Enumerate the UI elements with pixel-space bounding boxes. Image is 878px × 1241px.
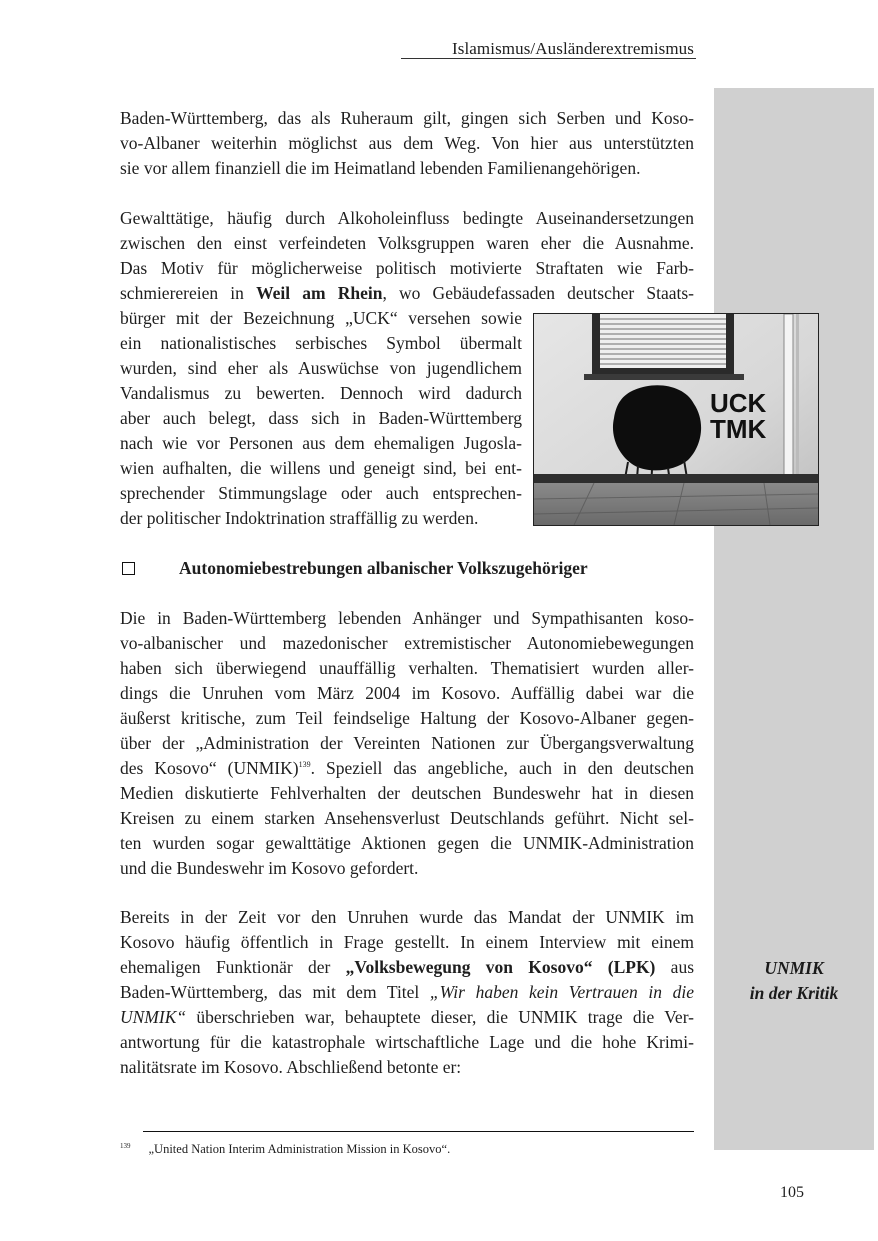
text-line — [120, 955, 694, 980]
text-line: nach wie vor Personen aus dem ehemaligen Jugosla- — [120, 433, 522, 453]
text-line: nalitätsrate im Kosovo. Abschließend betonte er: — [120, 1057, 462, 1077]
footnote — [120, 1137, 694, 1158]
text-line: Gewalttätige, häufig durch Alkoholeinfluss bedingte Auseinandersetzungen — [120, 208, 694, 228]
text-run: . Speziell das angebliche, auch in den deutschen — [310, 758, 694, 778]
footnote-rule — [143, 1131, 694, 1132]
paragraph-3 — [120, 606, 694, 881]
running-header: Islamismus/Ausländerextremismus — [451, 39, 694, 58]
text-line — [120, 1005, 694, 1030]
text-run: überschrieben war, behauptete dieser, die UNMIK trage die Ver- — [186, 1007, 694, 1027]
footnote-ref: 139 — [298, 760, 311, 770]
checkbox-bullet-icon — [122, 562, 135, 575]
text-line: Die in Baden-Württemberg lebenden Anhänger und Sympathisanten koso- — [120, 608, 694, 628]
text-line: vo-Albaner weiterhin möglichst aus dem Weg. Von hier aus unterstützten — [120, 133, 694, 153]
text-line: Kosovo häufig öffentlich in Frage gestellt. In einem Interview mit einem — [120, 932, 694, 952]
text-line: Das Motiv für möglicherweise politisch motivierte Straftaten wie Farb- — [120, 258, 694, 278]
text-line: ten wurden sogar gewalttätige Aktionen gegen die UNMIK-Administration — [120, 833, 694, 853]
text-line: Vandalismus zu bewerten. Dennoch wird dadurch — [120, 383, 522, 403]
text-line: zwischen den einst verfeindeten Volksgruppen waren eher die Ausnahme. — [120, 233, 694, 253]
graffiti-photo — [533, 313, 819, 526]
text-run: ehemaligen Funktionär der — [120, 957, 346, 977]
text-run: aus — [655, 957, 695, 977]
text-line: Bereits in der Zeit vor den Unruhen wurde das Mandat der UNMIK im — [120, 907, 694, 927]
interview-title: UNMIK“ — [120, 1007, 187, 1027]
text-line — [120, 281, 694, 306]
text-run: Baden-Württemberg, das mit dem Titel — [120, 982, 430, 1002]
paragraph-4 — [120, 905, 694, 1080]
paragraph-2 — [120, 206, 694, 306]
margin-note — [714, 956, 874, 1006]
text-line: ein nationalistisches serbisches Symbol übermalt — [120, 333, 522, 353]
text-line: der politischer Indoktrination straffällig zu werden. — [120, 508, 479, 528]
text-line: antwortung für die katastrophale wirtschaftliche Lage und die hohe Krimi- — [120, 1032, 694, 1052]
text-line — [120, 756, 694, 781]
text-line: dings die Unruhen vom März 2004 im Kosovo. Auffällig dabei war die — [120, 683, 694, 703]
text-line: aber auch belegt, dass sich in Baden-Württemberg — [120, 408, 522, 428]
text-run: des Kosovo“ (UNMIK) — [120, 758, 299, 778]
margin-note-line: in der Kritik — [749, 983, 839, 1003]
text-run: schmierereien in — [120, 283, 257, 303]
text-run: , wo Gebäudefassaden deutscher Staats- — [382, 283, 694, 303]
footnote-number: 139 — [120, 1142, 131, 1150]
text-line — [120, 980, 694, 1005]
text-line: und die Bundeswehr im Kosovo gefordert. — [120, 858, 419, 878]
place-name: Weil am Rhein — [256, 283, 383, 303]
text-line: sie vor allem finanziell die im Heimatland lebenden Familienangehörigen. — [120, 158, 641, 178]
text-line: haben sich überwiegend unauffällig verhalten. Thematisiert wurden aller- — [120, 658, 694, 678]
graffiti-text: TMK — [710, 414, 767, 444]
text-line: Baden-Württemberg, das als Ruheraum gilt, gingen sich Serben und Koso- — [120, 108, 694, 128]
text-line: wien aufhalten, die willens und geneigt sind, bei ent- — [120, 458, 522, 478]
text-line: äußerst kritische, zum Teil feindselige Haltung der Kosovo-Albaner gegen- — [120, 708, 694, 728]
paragraph-1 — [120, 106, 694, 181]
footnote-text: „United Nation Interim Administration Mission in Kosovo“. — [148, 1142, 451, 1157]
paragraph-2-wrapped — [120, 306, 522, 531]
text-line: bürger mit der Bezeichnung „UCK“ versehen sowie — [120, 308, 522, 328]
text-line: Kreisen zu einem starken Ansehensverlust Deutschlands geführt. Nicht sel- — [120, 808, 694, 828]
interview-title: „Wir haben kein Vertrauen in die — [429, 982, 694, 1002]
graffiti-text: UCK — [710, 388, 767, 418]
text-line: sprechender Stimmungslage oder auch entsprechen- — [120, 483, 522, 503]
section-heading-text: Autonomiebestrebungen albanischer Volkszugehöriger — [179, 558, 588, 578]
text-line: Medien diskutierte Fehlverhalten der deutschen Bundeswehr hat in diesen — [120, 783, 694, 803]
page-number: 105 — [780, 1184, 804, 1201]
text-line: vo-albanischer und mazedonischer extremistischer Autonomiebewegungen — [120, 633, 694, 653]
header-rule — [401, 58, 696, 59]
section-heading — [121, 556, 695, 581]
text-line: wurden, sind eher als Auswüchse von jugendlichem — [120, 358, 522, 378]
margin-note-line: UNMIK — [764, 958, 824, 978]
organization-name: „Volksbewegung von Kosovo“ (LPK) — [345, 957, 656, 977]
text-line: über der „Administration der Vereinten Nationen zur Übergangsverwaltung — [120, 733, 694, 753]
